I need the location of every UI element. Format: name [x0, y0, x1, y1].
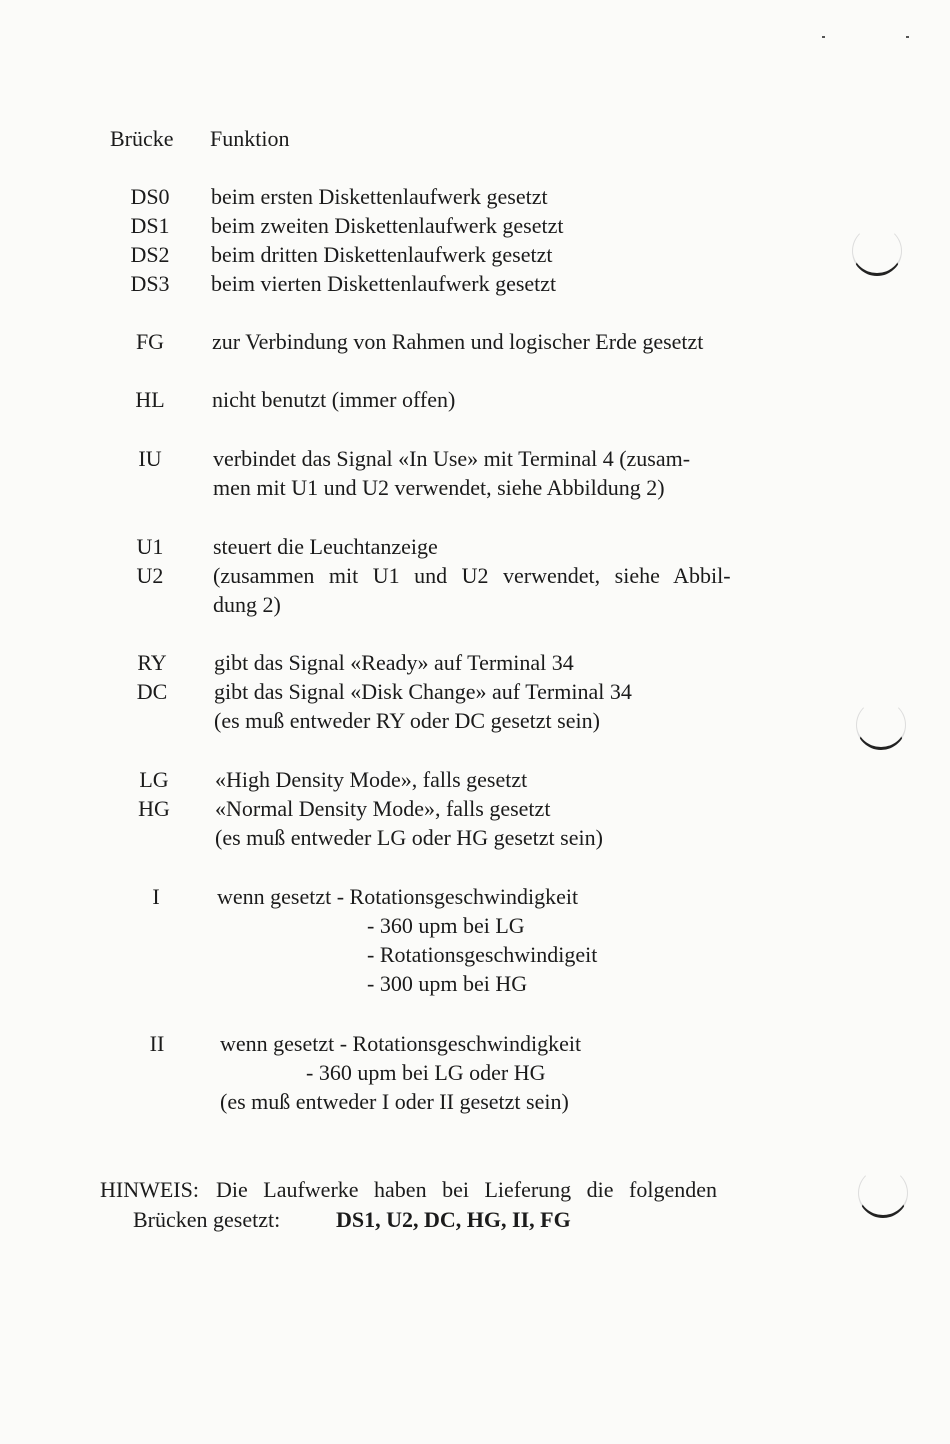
bridge-function: «High Density Mode», falls gesetzt	[215, 767, 528, 792]
binder-hole-top	[852, 226, 902, 276]
bridge-code: HL	[135, 387, 165, 412]
bridge-function: (es muß entweder LG oder HG gesetzt sein)	[215, 825, 603, 850]
bridge-function: - 300 upm bei HG	[367, 971, 528, 996]
bridge-function: - 360 upm bei LG oder HG	[306, 1060, 546, 1085]
bridge-code: RY	[137, 650, 167, 675]
bridge-code: DS1	[130, 213, 170, 238]
bridge-function: beim dritten Diskettenlaufwerk gesetzt	[211, 242, 553, 267]
binder-hole-bottom	[858, 1168, 908, 1218]
note-text: Die Laufwerke haben bei Lieferung die folgenden	[216, 1177, 718, 1202]
bridge-function: verbindet das Signal «In Use» mit Terminal 4 (zusam-	[213, 446, 691, 471]
speck-mark	[822, 36, 825, 38]
bridge-code: DS0	[130, 184, 170, 209]
bridge-function: wenn gesetzt - Rotationsgeschwindigkeit	[217, 884, 579, 909]
bridge-function: gibt das Signal «Disk Change» auf Terminal 34	[214, 679, 632, 704]
bridge-function: - 360 upm bei LG	[367, 913, 525, 938]
bridge-function: steuert die Leuchtanzeige	[213, 534, 438, 559]
bridge-code: I	[152, 884, 160, 909]
column-header-function: Funktion	[210, 126, 290, 151]
bridge-function: - Rotationsgeschwindigeit	[367, 942, 598, 967]
binder-hole-middle	[856, 700, 906, 750]
bridge-function: (es muß entweder I oder II gesetzt sein)	[220, 1089, 569, 1114]
bridge-function: (es muß entweder RY oder DC gesetzt sein)	[214, 708, 600, 733]
bridge-function: «Normal Density Mode», falls gesetzt	[215, 796, 551, 821]
bridge-code: LG	[139, 767, 169, 792]
bridge-code: IU	[138, 446, 162, 471]
bridge-function: beim ersten Diskettenlaufwerk gesetzt	[211, 184, 548, 209]
bridge-function: nicht benutzt (immer offen)	[212, 387, 456, 412]
bridge-code: DS2	[130, 242, 170, 267]
note-label: HINWEIS:	[100, 1177, 199, 1202]
bridge-code: II	[149, 1031, 165, 1056]
note-text: Brücken gesetzt:	[133, 1207, 281, 1232]
bridge-function: wenn gesetzt - Rotationsgeschwindigkeit	[220, 1031, 582, 1056]
bridge-function: dung 2)	[213, 592, 281, 617]
bridge-function: beim vierten Diskettenlaufwerk gesetzt	[211, 271, 557, 296]
bridge-function: zur Verbindung von Rahmen und logischer Erde gesetzt	[212, 329, 704, 354]
speck-mark	[906, 36, 909, 38]
bridge-code: HG	[138, 796, 170, 821]
bridge-function: (zusammen mit U1 und U2 verwendet, siehe Abbil-	[213, 563, 731, 588]
bridge-function: gibt das Signal «Ready» auf Terminal 34	[214, 650, 574, 675]
bridge-function: beim zweiten Diskettenlaufwerk gesetzt	[211, 213, 564, 238]
bridge-code: U2	[136, 563, 164, 588]
bridge-code: U1	[136, 534, 164, 559]
bridge-function: men mit U1 und U2 verwendet, siehe Abbildung 2)	[213, 475, 665, 500]
bridge-code: FG	[135, 329, 165, 354]
note-bridges: DS1, U2, DC, HG, II, FG	[336, 1207, 571, 1232]
bridge-code: DS3	[130, 271, 170, 296]
bridge-code: DC	[136, 679, 168, 704]
column-header-bridge: Brücke	[110, 126, 174, 151]
